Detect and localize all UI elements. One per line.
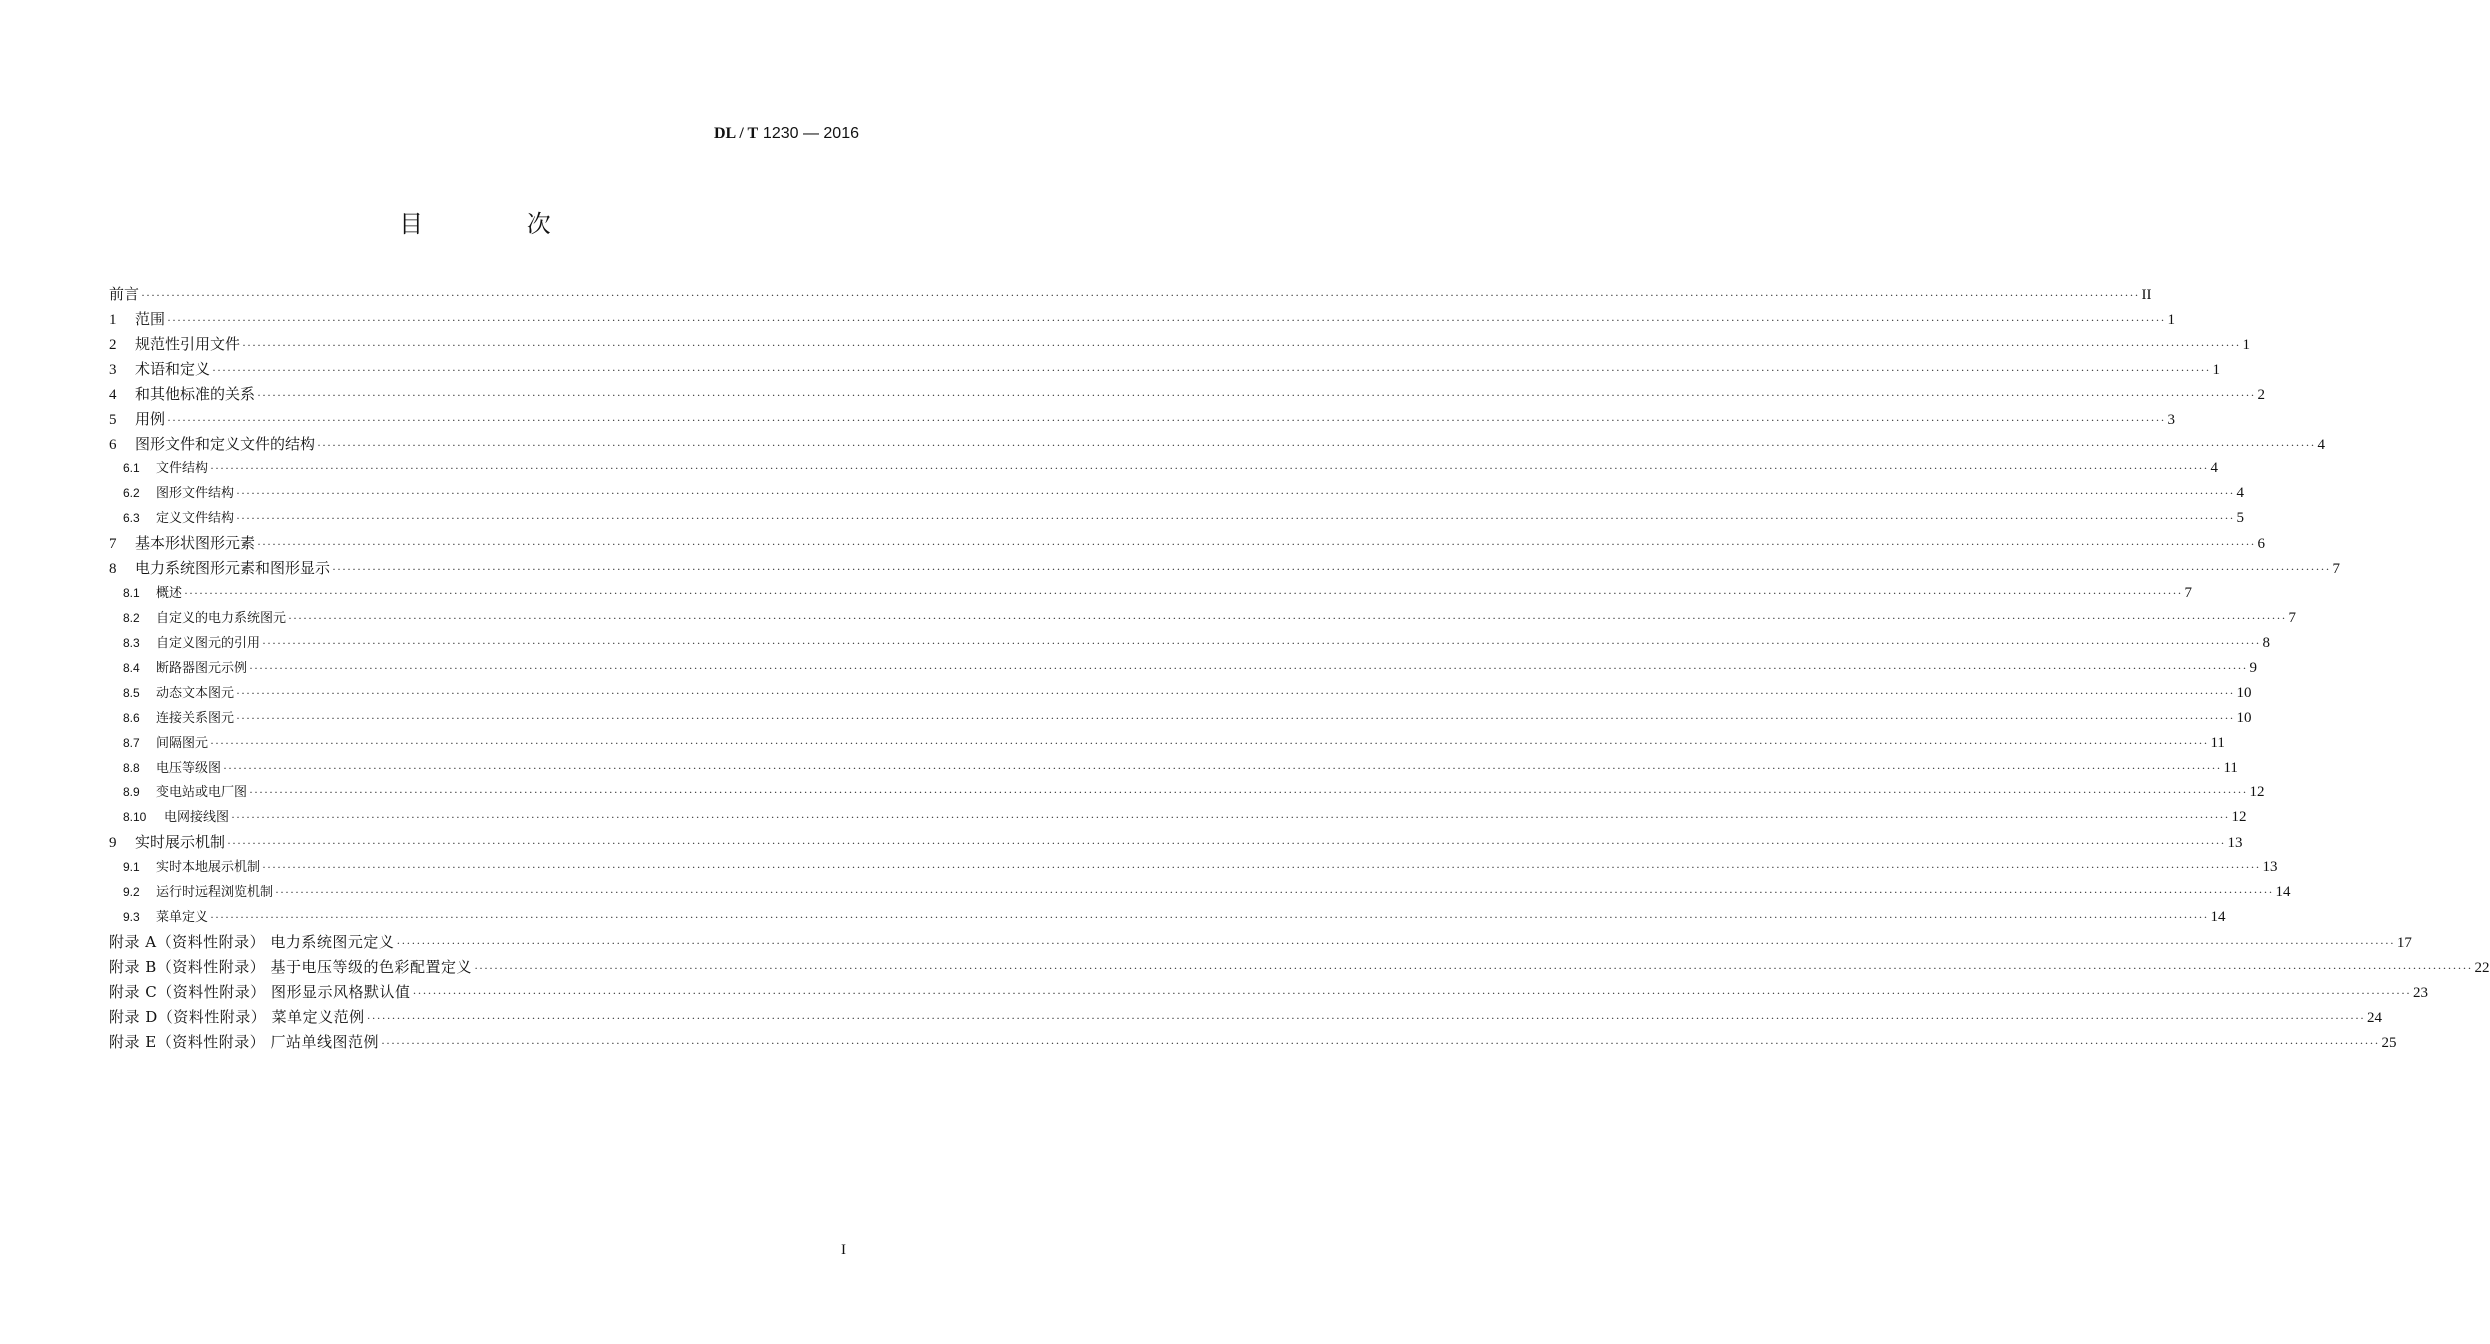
toc-entry-page: 14 [2275, 884, 2291, 901]
toc-leader-dots: ················································································································································································································································································································································································································ [210, 910, 2209, 925]
toc-entry-label: 断路器图元示例 [156, 660, 248, 676]
toc-entry-label: 附录 D（资料性附录） 菜单定义范例 [109, 1007, 365, 1026]
toc-entry[interactable] [109, 656, 2257, 681]
toc-entry-label: 和其他标准的关系 [135, 384, 256, 403]
toc-leader-dots: ················································································································································································································································································································································································································ [317, 437, 2316, 452]
toc-entry-label: 基本形状图形元素 [135, 534, 256, 553]
toc-leader-dots: ················································································································································································································································································································································································································ [210, 735, 2209, 750]
toc-entry-page: 5 [2236, 510, 2244, 527]
toc-entry-number: 2 [109, 336, 117, 353]
toc-entry-page: 11 [2210, 734, 2225, 751]
toc-entry-page: 4 [2317, 436, 2325, 453]
toc-entry-page: 13 [2262, 859, 2278, 876]
toc-leader-dots: ················································································································································································································································································································································································································ [236, 486, 2235, 501]
toc-entry-number: 8 [109, 561, 117, 578]
toc-leader-dots: ················································································································································································································································································································································································································ [262, 635, 2261, 650]
toc-entry[interactable] [109, 780, 2265, 805]
toc-entry-page: 7 [2288, 609, 2296, 626]
toc-entry-label: 电网接线图 [164, 810, 230, 826]
toc-entry[interactable] [109, 307, 2175, 332]
toc-leader-dots: ················································································································································································································································································································································································································ [249, 785, 2248, 800]
toc-entry[interactable] [109, 880, 2291, 905]
toc-entry-page: 14 [2210, 909, 2226, 926]
toc-entry[interactable] [109, 357, 2220, 382]
toc-entry-label: 附录 B（资料性附录） 基于电压等级的色彩配置定义 [109, 957, 473, 976]
toc-leader-dots: ················································································································································································································································································································································································································ [184, 586, 2183, 601]
toc-leader-dots: ················································································································································································································································································································································································································ [262, 860, 2261, 875]
toc-entry-page: 10 [2236, 684, 2252, 701]
toc-leader-dots: ················································································································································································································································································································································································································ [474, 960, 2473, 975]
toc-entry-number: 6.1 [123, 461, 140, 476]
toc-leader-dots: ················································································································································································································································································································································································································ [167, 412, 2166, 427]
toc-entry-page: 6 [2257, 536, 2265, 553]
toc-entry-number: 8.1 [123, 586, 140, 601]
toc-entry-page: 7 [2332, 561, 2340, 578]
toc-entry-label: 变电站或电厂图 [156, 785, 248, 801]
toc-entry[interactable] [109, 905, 2226, 930]
toc-entry-page: 4 [2210, 460, 2218, 477]
toc-entry-label: 附录 E（资料性附录） 厂站单线图范例 [109, 1032, 379, 1051]
toc-entry[interactable] [109, 432, 2325, 457]
toc-leader-dots: ················································································································································································································································································································································································································ [249, 660, 2248, 675]
toc-entry-page: 12 [2231, 809, 2247, 826]
toc-entry[interactable] [109, 1030, 2397, 1055]
toc-entry-page: 9 [2249, 659, 2257, 676]
toc-entry-page: 7 [2184, 585, 2192, 602]
toc-entry-page: 11 [2223, 759, 2238, 776]
toc-entry-number: 6.3 [123, 511, 140, 526]
toc-leader-dots: ················································································································································································································································································································································································································ [210, 461, 2209, 476]
toc-leader-dots: ················································································································································································································································································································································································································ [231, 810, 2230, 825]
toc-entry-number: 8.10 [123, 810, 147, 825]
toc-entry-number: 8.9 [123, 785, 140, 800]
toc-entry-label: 文件结构 [156, 461, 209, 477]
toc-leader-dots: ················································································································································································································································································································································································································ [257, 537, 2256, 552]
toc-entry[interactable] [109, 1005, 2383, 1030]
toc-entry[interactable] [109, 955, 2490, 980]
toc-entry[interactable] [109, 481, 2244, 506]
toc-entry-label: 前言 [109, 285, 140, 303]
toc-entry-page: 23 [2412, 984, 2428, 1001]
toc-entry-label: 动态文本图元 [156, 685, 235, 701]
toc-entry-number: 9.3 [123, 910, 140, 925]
toc-entry-label: 间隔图元 [156, 735, 209, 751]
toc-entry-label: 电压等级图 [156, 760, 222, 776]
toc-entry-number: 8.4 [123, 660, 140, 675]
toc-entry-label: 电力系统图形元素和图形显示 [135, 559, 331, 578]
toc-entry-label: 菜单定义 [156, 910, 209, 926]
toc-leader-dots: ················································································································································································································································································································································································································ [412, 985, 2411, 1000]
toc-entry-page: 2 [2257, 386, 2265, 403]
toc-entry-label: 附录 C（资料性附录） 图形显示风格默认值 [109, 982, 411, 1001]
toc-entry-number: 8.5 [123, 685, 140, 700]
toc-entry-number: 8.7 [123, 735, 140, 750]
toc-entry-number: 9 [109, 835, 117, 852]
toc-entry-page: 12 [2249, 784, 2265, 801]
toc-entry[interactable] [109, 756, 2238, 781]
toc-entry[interactable] [109, 830, 2243, 855]
toc-leader-dots: ················································································································································································································································································································································································································ [288, 610, 2287, 625]
toc-entry-label: 运行时远程浏览机制 [156, 885, 274, 901]
toc-leader-dots: ················································································································································································································································································································································································································ [332, 562, 2331, 577]
toc-entry[interactable] [109, 556, 2340, 581]
toc-leader-dots: ················································································································································································································································································································································································································ [236, 511, 2235, 526]
page-title: 目 次 [399, 210, 599, 238]
toc-entry[interactable] [109, 506, 2244, 531]
toc-entry-page: 25 [2381, 1034, 2397, 1051]
toc-entry-number: 9.1 [123, 860, 140, 875]
toc-entry[interactable] [109, 581, 2192, 606]
toc-entry-label: 定义文件结构 [156, 511, 235, 527]
toc-entry-label: 实时本地展示机制 [156, 860, 261, 876]
toc-entry-page: 22 [2474, 959, 2490, 976]
toc-entry-label: 连接关系图元 [156, 710, 235, 726]
toc-entry-page: 1 [2242, 336, 2250, 353]
toc-entry-page: 24 [2367, 1009, 2383, 1026]
toc-entry[interactable] [109, 332, 2250, 357]
toc-entry-page: 10 [2236, 709, 2252, 726]
toc-entry-label: 图形文件结构 [156, 486, 235, 502]
table-of-contents [109, 282, 2490, 1055]
toc-entry-label: 自定义图元的引用 [156, 635, 261, 651]
toc-entry-number: 1 [109, 311, 117, 328]
toc-leader-dots: ················································································································································································································································································································································································································ [381, 1035, 2380, 1050]
toc-entry-page: 17 [2396, 934, 2412, 951]
toc-entry-label: 实时展示机制 [135, 833, 226, 852]
toc-entry-number: 8.6 [123, 710, 140, 725]
toc-entry-page: 4 [2236, 485, 2244, 502]
toc-entry[interactable] [109, 731, 2225, 756]
toc-leader-dots: ················································································································································································································································································································································································································ [275, 885, 2274, 900]
toc-leader-dots: ················································································································································································································································································································································································································ [212, 362, 2211, 377]
toc-leader-dots: ················································································································································································································································································································································································································ [141, 288, 2140, 302]
toc-entry-number: 9.2 [123, 885, 140, 900]
toc-entry[interactable] [109, 805, 2247, 830]
toc-leader-dots: ················································································································································································································································································································································································································ [257, 387, 2256, 402]
toc-entry[interactable] [109, 631, 2270, 656]
toc-entry-page: 8 [2262, 634, 2270, 651]
toc-entry-number: 4 [109, 386, 117, 403]
toc-entry-number: 6.2 [123, 486, 140, 501]
toc-entry[interactable] [109, 980, 2428, 1005]
toc-entry[interactable] [109, 606, 2296, 631]
toc-entry[interactable] [109, 282, 2152, 307]
toc-entry-number: 3 [109, 361, 117, 378]
toc-entry-number: 7 [109, 536, 117, 553]
standard-prefix: DL / T [713, 125, 759, 142]
toc-leader-dots: ················································································································································································································································································································································································································ [236, 685, 2235, 700]
toc-entry[interactable] [109, 382, 2265, 407]
toc-leader-dots: ················································································································································································································································································································································································································ [242, 337, 2241, 352]
toc-entry-label: 自定义的电力系统图元 [156, 610, 287, 626]
toc-entry-label: 用例 [135, 409, 166, 428]
toc-entry-page: II [2141, 287, 2152, 303]
toc-entry-number: 5 [109, 411, 117, 428]
toc-entry[interactable] [109, 706, 2252, 731]
toc-entry-number: 8.2 [123, 610, 140, 625]
toc-leader-dots: ················································································································································································································································································································································································································ [396, 935, 2395, 950]
toc-entry-page: 13 [2227, 835, 2243, 852]
standard-code [714, 124, 859, 143]
toc-entry-label: 图形文件和定义文件的结构 [135, 434, 316, 453]
toc-entry[interactable] [109, 456, 2218, 481]
toc-entry[interactable] [109, 407, 2175, 432]
toc-leader-dots: ················································································································································································································································································································································································································ [366, 1010, 2366, 1025]
toc-entry[interactable] [109, 531, 2265, 556]
toc-entry[interactable] [109, 681, 2252, 706]
page-number: I [841, 1242, 846, 1258]
toc-leader-dots: ················································································································································································································································································································································································································ [236, 710, 2235, 725]
toc-entry-page: 1 [2167, 311, 2175, 328]
toc-leader-dots: ················································································································································································································································································································································································································ [167, 312, 2166, 327]
toc-entry-label: 概述 [156, 586, 183, 602]
toc-entry-label: 术语和定义 [135, 359, 211, 378]
toc-entry-page: 1 [2212, 361, 2220, 378]
toc-entry-page: 3 [2167, 411, 2175, 428]
toc-entry-label: 范围 [135, 309, 166, 328]
toc-entry[interactable] [109, 855, 2278, 880]
toc-leader-dots: ················································································································································································································································································································································································································ [227, 836, 2226, 851]
toc-entry-number: 8.3 [123, 635, 140, 650]
toc-entry[interactable] [109, 930, 2412, 955]
toc-entry-label: 规范性引用文件 [135, 334, 241, 353]
toc-leader-dots: ················································································································································································································································································································································································································ [223, 760, 2222, 775]
standard-number: 1230 — 2016 [762, 125, 859, 142]
toc-entry-number: 8.8 [123, 760, 140, 775]
toc-entry-label: 附录 A（资料性附录） 电力系统图元定义 [109, 932, 395, 951]
toc-entry-number: 6 [109, 436, 117, 453]
